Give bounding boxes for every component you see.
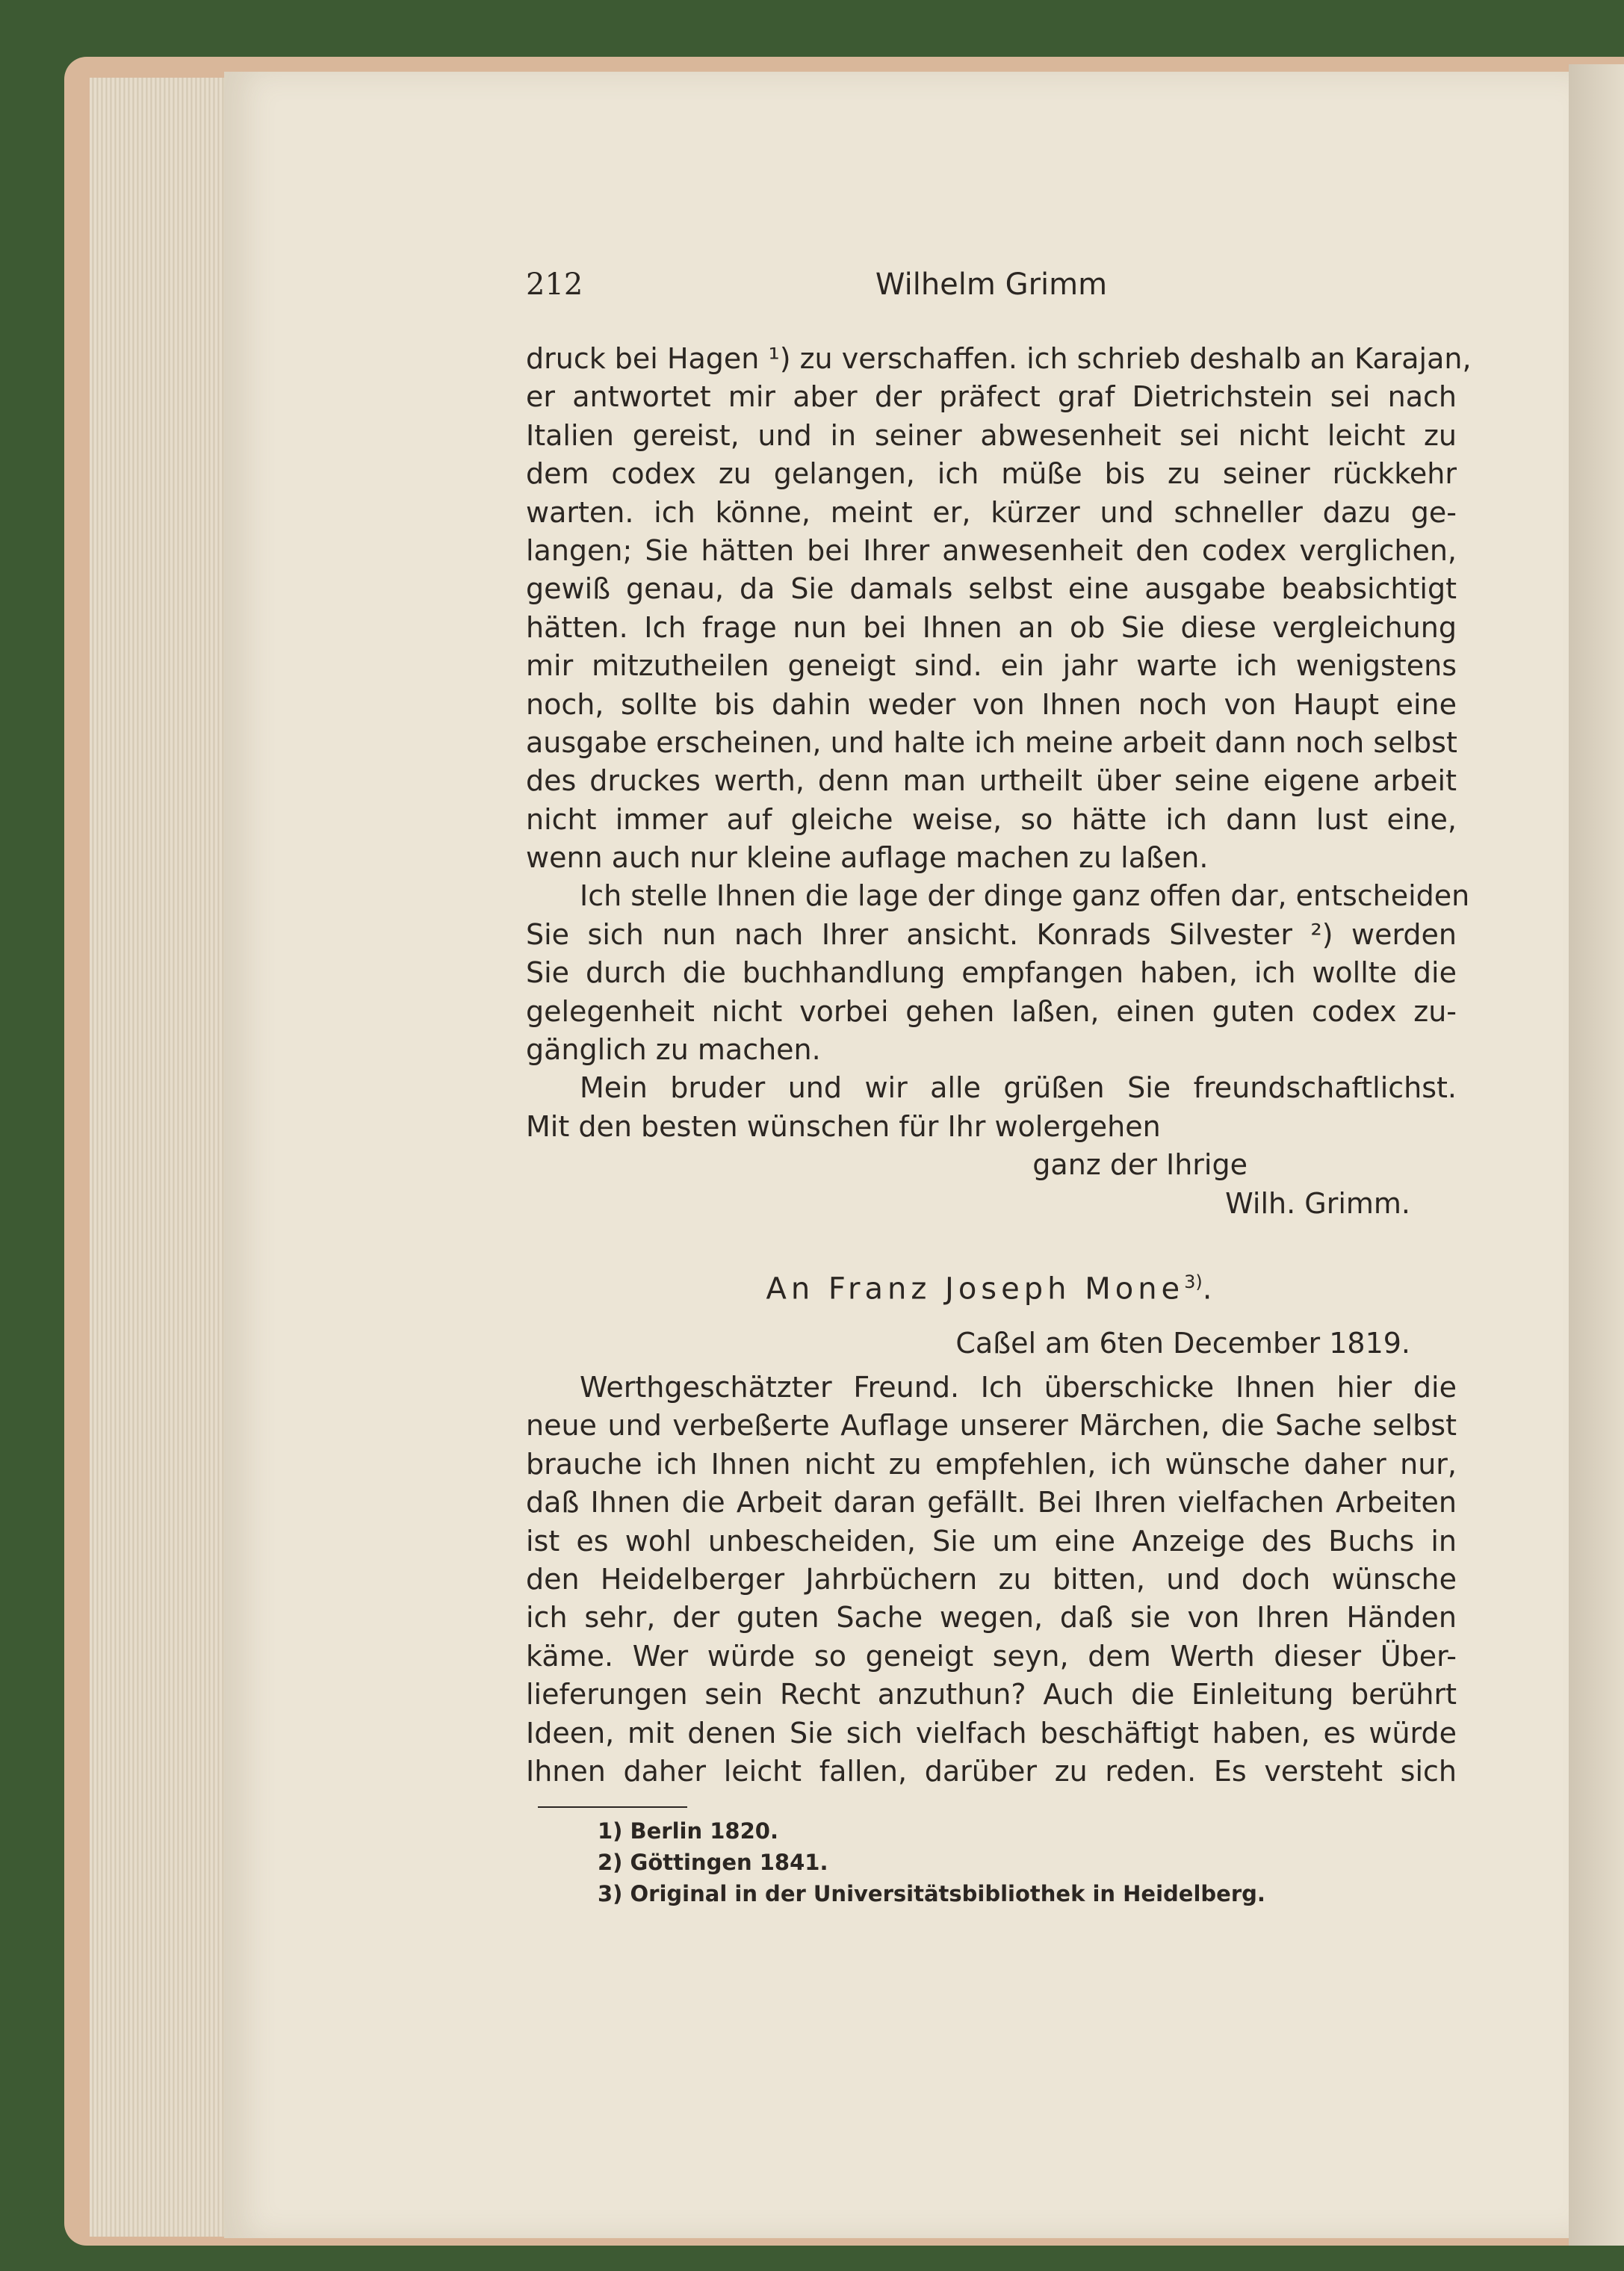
- heading-footnote-ref: 3): [1184, 1271, 1203, 1292]
- text-line: warten. ich könne, meint er, kürzer und schneller dazu ge-: [526, 495, 1457, 529]
- text-line: noch, sollte bis dahin weder von Ihnen noch von Haupt eine: [526, 687, 1457, 721]
- letter-heading: An Franz Joseph Mone$^{3)}$.: [766, 1271, 1217, 1307]
- footnote-divider: [538, 1806, 687, 1808]
- footnotes: [598, 1815, 1419, 1909]
- text-line: Ihnen daher leicht fallen, darüber zu reden. Es versteht sich: [526, 1754, 1457, 1788]
- footnote: 1) Berlin 1820.: [598, 1818, 778, 1844]
- text-line: mir mitzutheilen geneigt sind. ein jahr warte ich wenigstens: [526, 649, 1457, 683]
- text-line: dem codex zu gelangen, ich müße bis zu seiner rückkehr: [526, 457, 1457, 491]
- text-line: hätten. Ich frage nun bei Ihnen an ob Sie diese vergleichung: [526, 610, 1457, 644]
- text-line: gänglich zu machen.: [526, 1033, 821, 1067]
- text-line: gewiß genau, da Sie damals selbst eine ausgabe beabsichtigt: [526, 572, 1457, 606]
- text-line: er antwortet mir aber der präfect graf Dietrichstein sei nach: [526, 380, 1457, 414]
- closing-line: ganz der Ihrige: [1032, 1148, 1248, 1182]
- text-line: des druckes werth, denn man urtheilt über seine eigene arbeit: [526, 764, 1457, 798]
- text-line: neue und verbeßerte Auflage unserer Märchen, die Sache selbst: [526, 1409, 1457, 1443]
- letter-1-body: [526, 340, 1472, 1223]
- text-line: Ich stelle Ihnen die lage der dinge ganz offen dar, entscheiden: [580, 879, 1470, 913]
- text-line: Mein bruder und wir alle grüßen Sie freundschaftlichst.: [580, 1071, 1457, 1105]
- text-line: daß Ihnen die Arbeit daran gefällt. Bei Ihren vielfachen Arbeiten: [526, 1486, 1457, 1519]
- text-line: Ideen, mit denen Sie sich vielfach beschäftigt haben, es würde: [526, 1716, 1457, 1750]
- text-line: druck bei Hagen ¹) zu verschaffen. ich schrieb deshalb an Karajan,: [526, 342, 1472, 375]
- text-line: Sie sich nun nach Ihrer ansicht. Konrads Silvester ²) werden: [526, 917, 1457, 951]
- text-line: ausgabe erscheinen, und halte ich meine arbeit dann noch selbst: [526, 725, 1457, 759]
- text-line: lieferungen sein Recht anzuthun? Auch die Einleitung berührt: [526, 1678, 1457, 1711]
- text-line: ist es wohl unbescheiden, Sie um eine Anzeige des Buchs in: [526, 1524, 1457, 1558]
- text-line: ich sehr, der guten Sache wegen, daß sie von Ihren Händen: [526, 1601, 1457, 1635]
- text-line: brauche ich Ihnen nicht zu empfehlen, ich wünsche daher nur,: [526, 1447, 1457, 1481]
- dateline: Caßel am 6ten December 1819.: [955, 1327, 1410, 1360]
- page-header: [526, 267, 1457, 312]
- next-page-edge: [1569, 64, 1624, 2246]
- text-line: käme. Wer würde so geneigt seyn, dem Werth dieser Über-: [526, 1639, 1457, 1673]
- running-head: Wilhelm Grimm: [875, 267, 1108, 302]
- text-line: langen; Sie hätten bei Ihrer anwesenheit den codex verglichen,: [526, 533, 1457, 567]
- signature: Wilh. Grimm.: [1225, 1186, 1410, 1220]
- text-line: wenn auch nur kleine auflage machen zu laßen.: [526, 841, 1209, 875]
- text-line: Italien gereist, und in seiner abwesenheit sei nicht leicht zu: [526, 418, 1457, 452]
- text-line: Sie durch die buchhandlung empfangen haben, ich wollte die: [526, 956, 1457, 990]
- heading-text: An Franz Joseph Mone: [766, 1271, 1185, 1307]
- text-line: Werthgeschätzter Freund. Ich überschicke Ihnen hier die: [580, 1371, 1457, 1404]
- text-line: gelegenheit nicht vorbei gehen laßen, einen guten codex zu-: [526, 994, 1457, 1028]
- text-line: nicht immer auf gleiche weise, so hätte ich dann lust eine,: [526, 802, 1457, 836]
- page-number: 212: [526, 267, 583, 302]
- text-line: Mit den besten wünschen für Ihr wolergehen: [526, 1109, 1161, 1143]
- text-line: den Heidelberger Jahrbüchern zu bitten, und doch wünsche: [526, 1562, 1457, 1596]
- letter-2-body: [526, 1369, 1457, 1791]
- footnote: 3) Original in der Universitätsbibliothek in Heidelberg.: [598, 1881, 1265, 1906]
- footnote: 2) Göttingen 1841.: [598, 1850, 828, 1875]
